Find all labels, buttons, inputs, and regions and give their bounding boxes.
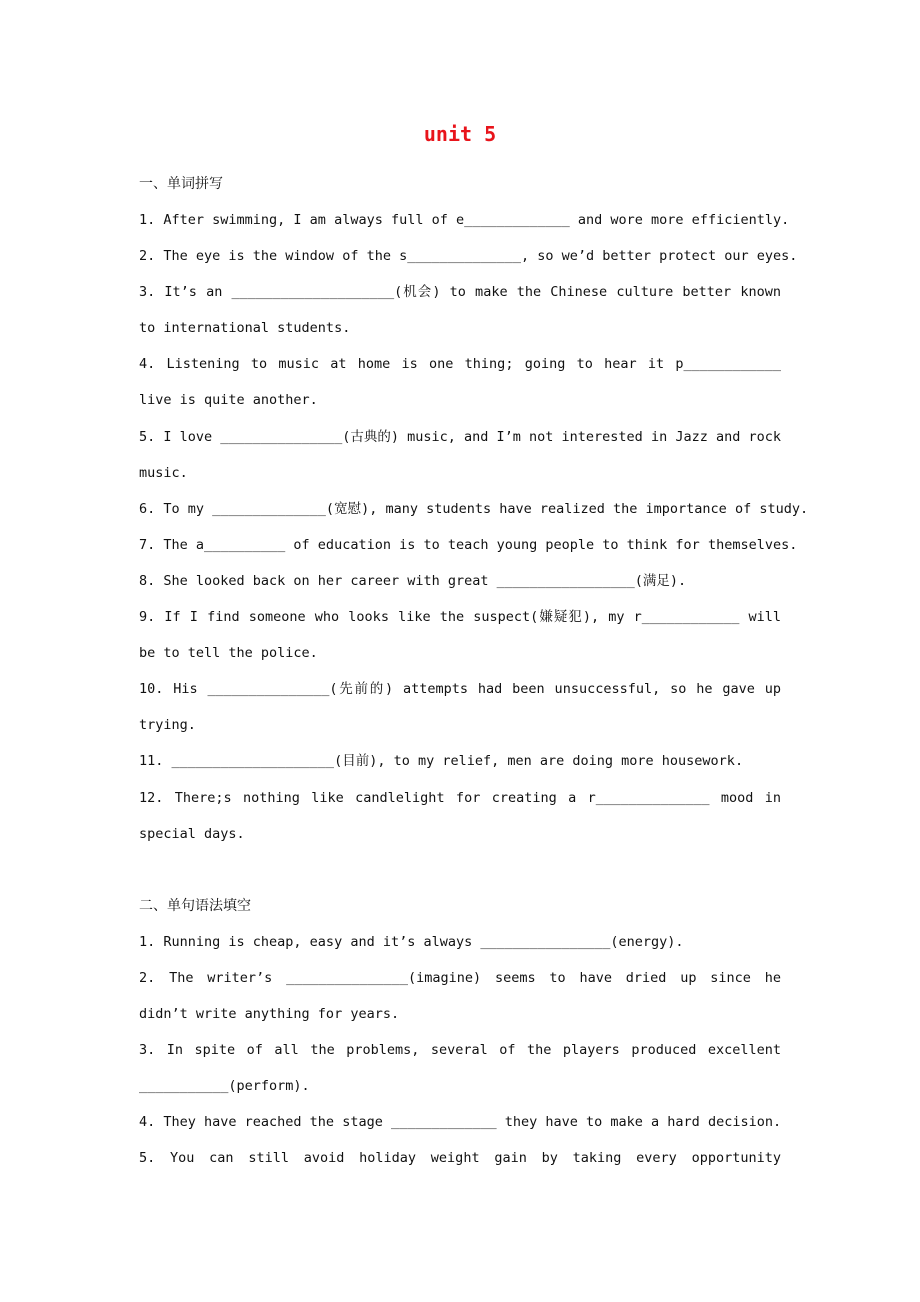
grammar-fill-item-2: 2. The writer’s _______________(imagine) seems to have dried up since he didn’t write anything for years. [139,969,781,1022]
word-spelling-item-11: 11. ____________________(目前), to my relief, men are doing more housework. [139,753,744,770]
word-spelling-item-1: 1. After swimming, I am always full of e_____________ and wore more efficiently. [139,212,790,228]
word-spelling-item-8: 8. She looked back on her career with great _________________(满足). [139,572,687,589]
word-spelling-item-3: 3. It’s an ____________________(机会) to make the Chinese culture better known to international students. [139,284,781,337]
grammar-fill-item-5: 5. You can still avoid holiday weight gain by taking every opportunity [139,1150,781,1167]
grammar-fill-item-4: 4. They have reached the stage _____________ they have to make a hard decision. [139,1114,782,1131]
section-heading-word-spelling: 一、单词拼写 [139,176,223,192]
grammar-fill-item-1: 1. Running is cheap, easy and it’s always ________________(energy). [139,933,684,950]
word-spelling-item-6: 6. To my ______________(宽慰), many students have realized the importance of study. [139,500,809,517]
word-spelling-item-10: 10. His _______________(先前的) attempts had been unsuccessful, so he gave up trying. [139,681,781,734]
word-spelling-item-7: 7. The a__________ of education is to teach young people to think for themselves. [139,536,798,553]
word-spelling-item-12: 12. There;s nothing like candlelight for creating a r______________ mood in special days. [139,789,781,842]
document-body [139,166,809,1176]
section-heading-grammar-fill: 二、单句语法填空 [139,897,251,914]
document-title: unit 5 [423,122,497,146]
word-spelling-item-4: 4. Listening to music at home is one thing; going to hear it p____________ live is quite another. [139,356,781,409]
word-spelling-item-9: 9. If I find someone who looks like the suspect(嫌疑犯), my r____________ will be to tell the police. [139,609,781,662]
section-spacer [139,852,781,888]
word-spelling-item-5: 5. I love _______________(古典的) music, and I’m not interested in Jazz and rock music. [139,428,781,481]
grammar-fill-item-3: 3. In spite of all the problems, several of the players produced excellent ___________(perform). [139,1041,781,1095]
word-spelling-item-2: 2. The eye is the window of the s______________, so we’d better protect our eyes. [139,248,798,265]
